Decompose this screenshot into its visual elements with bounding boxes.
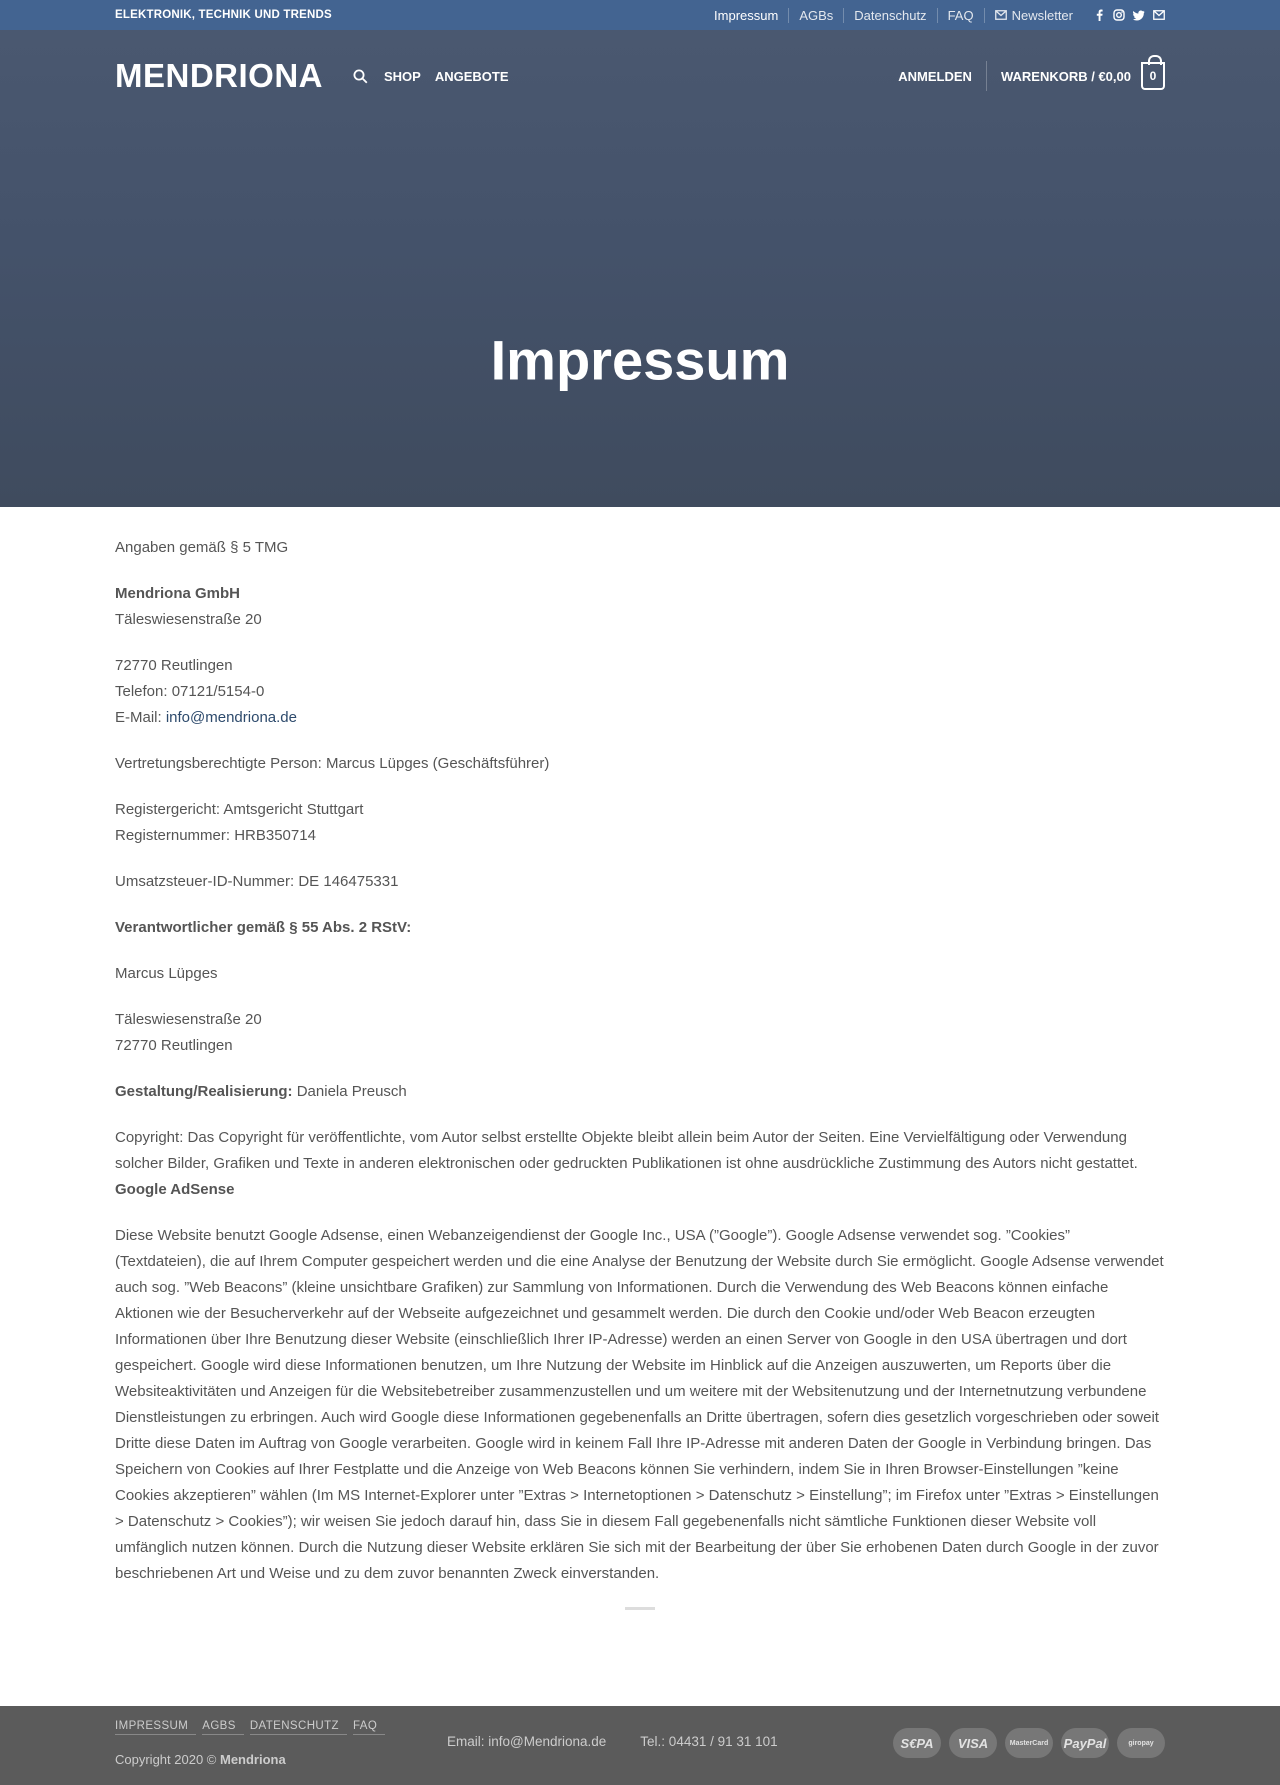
impressum-content: [0, 507, 1280, 1610]
top-link-datenschutz[interactable]: Datenschutz: [843, 8, 936, 23]
footer-link-datenschutz[interactable]: DATENSCHUTZ: [250, 1720, 347, 1735]
copyright-brand: Mendriona: [219, 1752, 286, 1767]
email-label: E-Mail:: [115, 709, 166, 726]
footer-contact: [447, 1734, 778, 1749]
footer-link-impressum[interactable]: IMPRESSUM: [115, 1720, 196, 1735]
top-link-impressum[interactable]: Impressum: [714, 7, 779, 23]
company-name: Mendriona GmbH: [115, 585, 241, 602]
design-label: Gestaltung/Realisierung:: [115, 1083, 293, 1100]
giropay-icon: giropay: [1117, 1728, 1165, 1758]
top-bar: [0, 0, 1280, 30]
intro-text: Angaben gemäß § 5 TMG: [115, 539, 289, 556]
top-link-agbs[interactable]: AGBs: [788, 8, 843, 23]
responsible-address: [115, 1007, 1165, 1059]
nav-angebote[interactable]: ANGEBOTE: [434, 68, 509, 84]
footer-email: Email: info@Mendriona.de: [447, 1734, 607, 1749]
cart-link[interactable]: [987, 62, 1165, 90]
adsense-heading: Google AdSense: [115, 1181, 235, 1198]
visa-icon: VISA: [949, 1728, 997, 1758]
vat-id: Umsatzsteuer-ID-Nummer: DE 146475331: [115, 873, 399, 890]
copyright-text: Copyright: Das Copyright für veröffentlichte, vom Autor selbst erstellte Objekte bleibt allein beim Autor der Seiten. Eine Vervielfältigung oder Verwendung solcher Bilder, Grafiken und Texte in anderen elektronischen oder gedruckten Publikationen ist ohne ausdrückliche Zustimmung des Autors nicht gestattet.: [115, 1129, 1138, 1172]
register-court: Registergericht: Amtsgericht Stuttgart: [115, 801, 364, 818]
design-credit: [115, 1079, 1165, 1105]
content-divider: [625, 1607, 655, 1610]
footer-phone: Tel.: 04431 / 91 31 101: [640, 1734, 778, 1749]
envelope-icon: [995, 8, 1007, 23]
top-link-faq[interactable]: FAQ: [937, 8, 984, 23]
facebook-icon[interactable]: [1093, 9, 1105, 21]
contact-block: [115, 653, 1165, 731]
top-link-newsletter[interactable]: [984, 8, 1083, 23]
company-address: [115, 581, 1165, 633]
cart-label: WARENKORB / €0,00: [1000, 68, 1131, 84]
top-nav: [704, 8, 1165, 23]
page-title: Impressum: [490, 328, 790, 392]
adsense-text: Diese Website benutzt Google Adsense, einen Webanzeigendienst der Google Inc., USA (”Google”). Google Adsense verwendet sog. ”Cookies” (Textdateien), die auf Ihrem Computer gespeichert werden und die eine Analyse der Benutzung der Website durch Sie ermöglicht. Google Adsense verwendet auch sog. ”Web Beacons” (kleine unsichtbare Grafiken) zur Sammlung von Informationen. Durch die Verwendung des Web Beacons können einfache Aktionen wie der Besucherverkehr auf der Webseite aufgezeichnet und gesammelt werden. Die durch den Cookie und/oder Web Beacon erzeugten Informationen über Ihre Benutzung dieser Website (einschließlich Ihrer IP-Adresse) werden an einen Server von Google in den USA übertragen und dort gespeichert. Google wird diese Informationen benutzen, um Ihre Nutzung der Website im Hinblick auf die Anzeigen auszuwerten, um Reports über die Websiteaktivitäten und Anzeigen für die Websitebetreiber zusammenzustellen und um weitere mit der Websitenutzung und der Internetnutzung verbundene Dienstleistungen zu erbringen. Auch wird Google diese Informationen gegebenenfalls an Dritte übertragen, sofern dies gesetzlich vorgeschrieben oder soweit Dritte diese Daten im Auftrag von Google verarbeiten. Google wird in keinem Fall Ihre IP-Adresse mit anderen Daten der Google in Verbindung bringen. Das Speichern von Cookies auf Ihrer Festplatte und die Anzeige von Web Beacons können Sie verhindern, indem Sie in Ihren Browser-Einstellungen ”keine Cookies akzeptieren” wählen (Im MS Internet-Explorer unter ”Extras > Internetoptionen > Datenschutz > Einstellung”; im Firefox unter ”Extras > Einstellungen > Datenschutz > Cookies”); wir weisen Sie jedoch darauf hin, dass Sie in diesem Fall gegebenenfalls nicht sämtliche Funktionen dieser Website voll umfänglich nutzen können. Durch die Nutzung dieser Website erklären Sie sich mit der Bearbeitung der über Sie erhobenen Daten durch Google in der zuvor beschriebenen Art und Weise und zu dem zuvor benannten Zweck einverstanden.: [115, 1227, 1164, 1582]
responsible-heading: Verantwortlicher gemäß § 55 Abs. 2 RStV:: [115, 919, 412, 936]
company-phone: Telefon: 07121/5154-0: [115, 683, 265, 700]
representative: Vertretungsberechtigte Person: Marcus Lüpges (Geschäftsführer): [115, 755, 550, 772]
register-number: Registernummer: HRB350714: [115, 827, 316, 844]
twitter-icon[interactable]: [1133, 9, 1145, 21]
responsible-name: Marcus Lüpges: [115, 965, 218, 982]
paypal-icon: PayPal: [1061, 1728, 1109, 1758]
newsletter-label: Newsletter: [1011, 7, 1073, 23]
search-icon[interactable]: [353, 69, 368, 84]
footer: [0, 1706, 1280, 1785]
tagline: ELEKTRONIK, TECHNIK UND TRENDS: [115, 9, 332, 21]
footer-copyright: [115, 1752, 286, 1767]
design-name: Daniela Preusch: [292, 1083, 407, 1100]
footer-nav: [115, 1720, 391, 1735]
shopping-bag-icon: [1141, 62, 1165, 90]
email-link[interactable]: info@mendriona.de: [165, 709, 297, 726]
company-city: 72770 Reutlingen: [115, 657, 233, 674]
envelope-icon[interactable]: [1153, 9, 1165, 21]
payment-methods: [893, 1728, 1165, 1758]
hero-banner: [0, 30, 1280, 507]
cart-count: 0: [1149, 69, 1157, 83]
account-nav: [898, 61, 1165, 91]
register-block: [115, 797, 1165, 849]
responsible-city: 72770 Reutlingen: [115, 1037, 233, 1054]
site-logo[interactable]: MENDRIONA: [115, 57, 323, 94]
copyright-block: [115, 1125, 1165, 1203]
responsible-street: Täleswiesenstraße 20: [115, 1011, 262, 1028]
main-nav: [353, 69, 509, 84]
footer-link-agbs[interactable]: AGBS: [202, 1720, 244, 1735]
footer-link-faq[interactable]: FAQ: [353, 1720, 385, 1735]
mastercard-icon: MasterCard: [1005, 1728, 1053, 1758]
sepa-icon: S€PA: [893, 1728, 941, 1758]
instagram-icon[interactable]: [1113, 9, 1125, 21]
company-street: Täleswiesenstraße 20: [115, 611, 262, 628]
copyright-prefix: Copyright 2020 ©: [115, 1752, 220, 1767]
social-links: [1093, 9, 1165, 21]
nav-shop[interactable]: SHOP: [384, 68, 421, 84]
main-header: [115, 30, 1165, 122]
login-link[interactable]: ANMELDEN: [898, 61, 987, 91]
